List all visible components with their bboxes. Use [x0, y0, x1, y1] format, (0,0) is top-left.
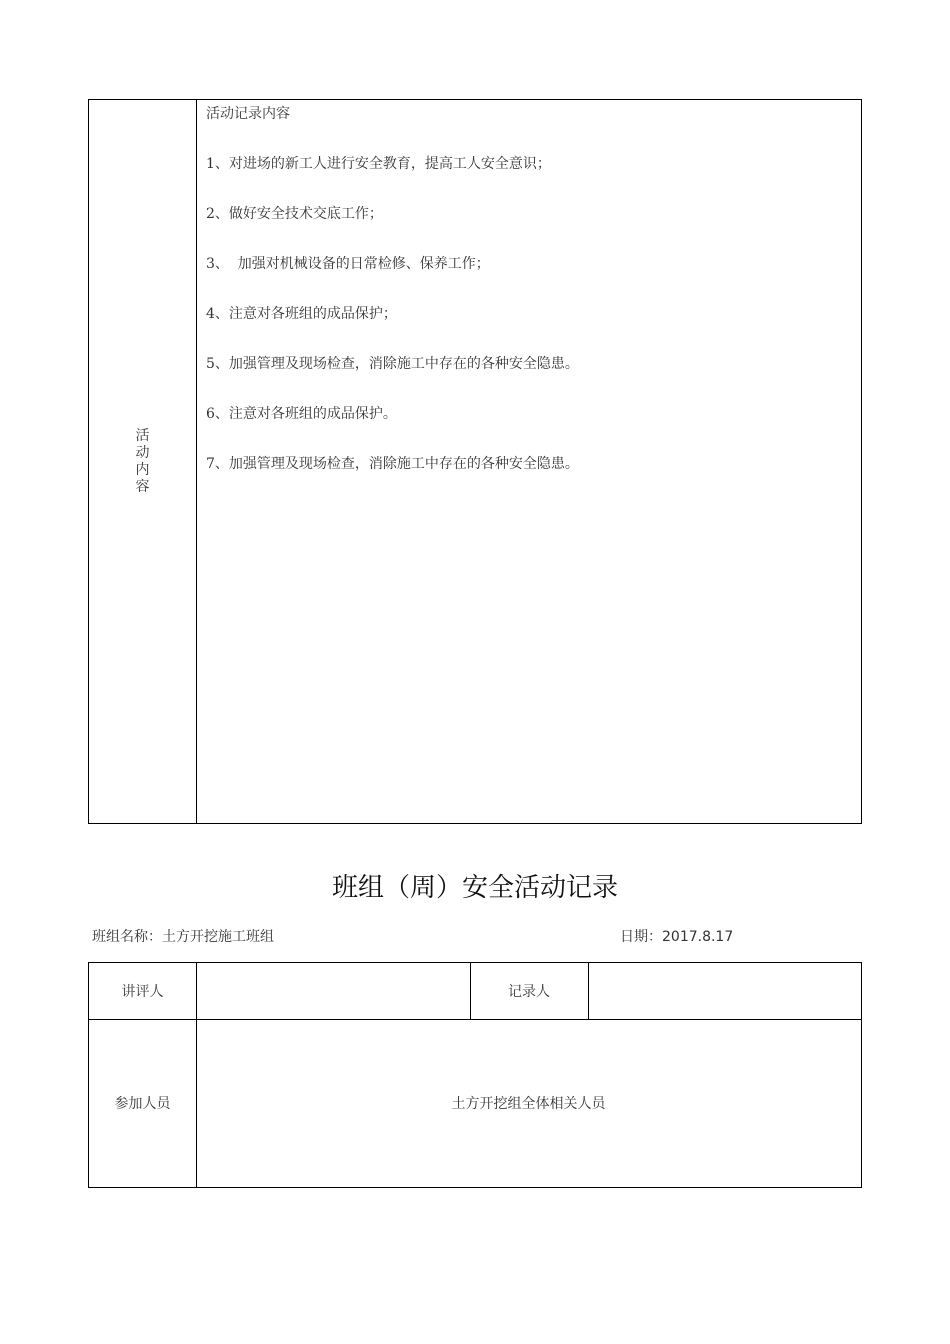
vertical-label-char: 容: [135, 479, 150, 495]
page-title: 班组（周）安全活动记录: [331, 873, 618, 903]
activity-content-body: [206, 104, 851, 474]
lecturer-field[interactable]: [197, 963, 470, 1019]
vertical-label-char: 动: [135, 445, 150, 461]
activity-content-table: [88, 99, 862, 824]
column-divider: [196, 100, 197, 823]
activity-item: 4、注意对各班组的成品保护；: [206, 306, 397, 322]
date-label: 日期：: [620, 929, 662, 945]
team-name-value: 土方开挖施工班组: [162, 929, 274, 945]
recorder-field[interactable]: [589, 963, 861, 1019]
vertical-label-char: 活: [135, 428, 150, 444]
vertical-label-char: 内: [135, 462, 150, 478]
date-line: [620, 927, 733, 947]
date-value: 2017.8.17: [662, 929, 734, 945]
activity-item: 7、加强管理及现场检查，消除施工中存在的各种安全隐患。: [206, 456, 579, 472]
participants-label: 参加人员: [114, 1096, 171, 1112]
recorder-label: 记录人: [508, 984, 550, 1000]
record-table: [88, 962, 862, 1188]
team-name-label: 班组名称：: [92, 929, 162, 945]
activity-item: 6、注意对各班组的成品保护。: [206, 406, 397, 422]
lecturer-label: 讲评人: [121, 984, 164, 1000]
activity-item: 1、对进场的新工人进行安全教育，提高工人安全意识；: [206, 156, 551, 172]
activity-content-vertical-label: [89, 428, 196, 496]
activity-item: 3、 加强对机械设备的日常检修、保养工作；: [206, 256, 490, 272]
content-heading: 活动记录内容: [206, 106, 290, 122]
team-name-line: [92, 927, 274, 947]
activity-item: 2、做好安全技术交底工作；: [206, 206, 383, 222]
participants-value: 土方开挖组全体相关人员: [451, 1096, 606, 1112]
activity-item: 5、加强管理及现场检查，消除施工中存在的各种安全隐患。: [206, 356, 579, 372]
